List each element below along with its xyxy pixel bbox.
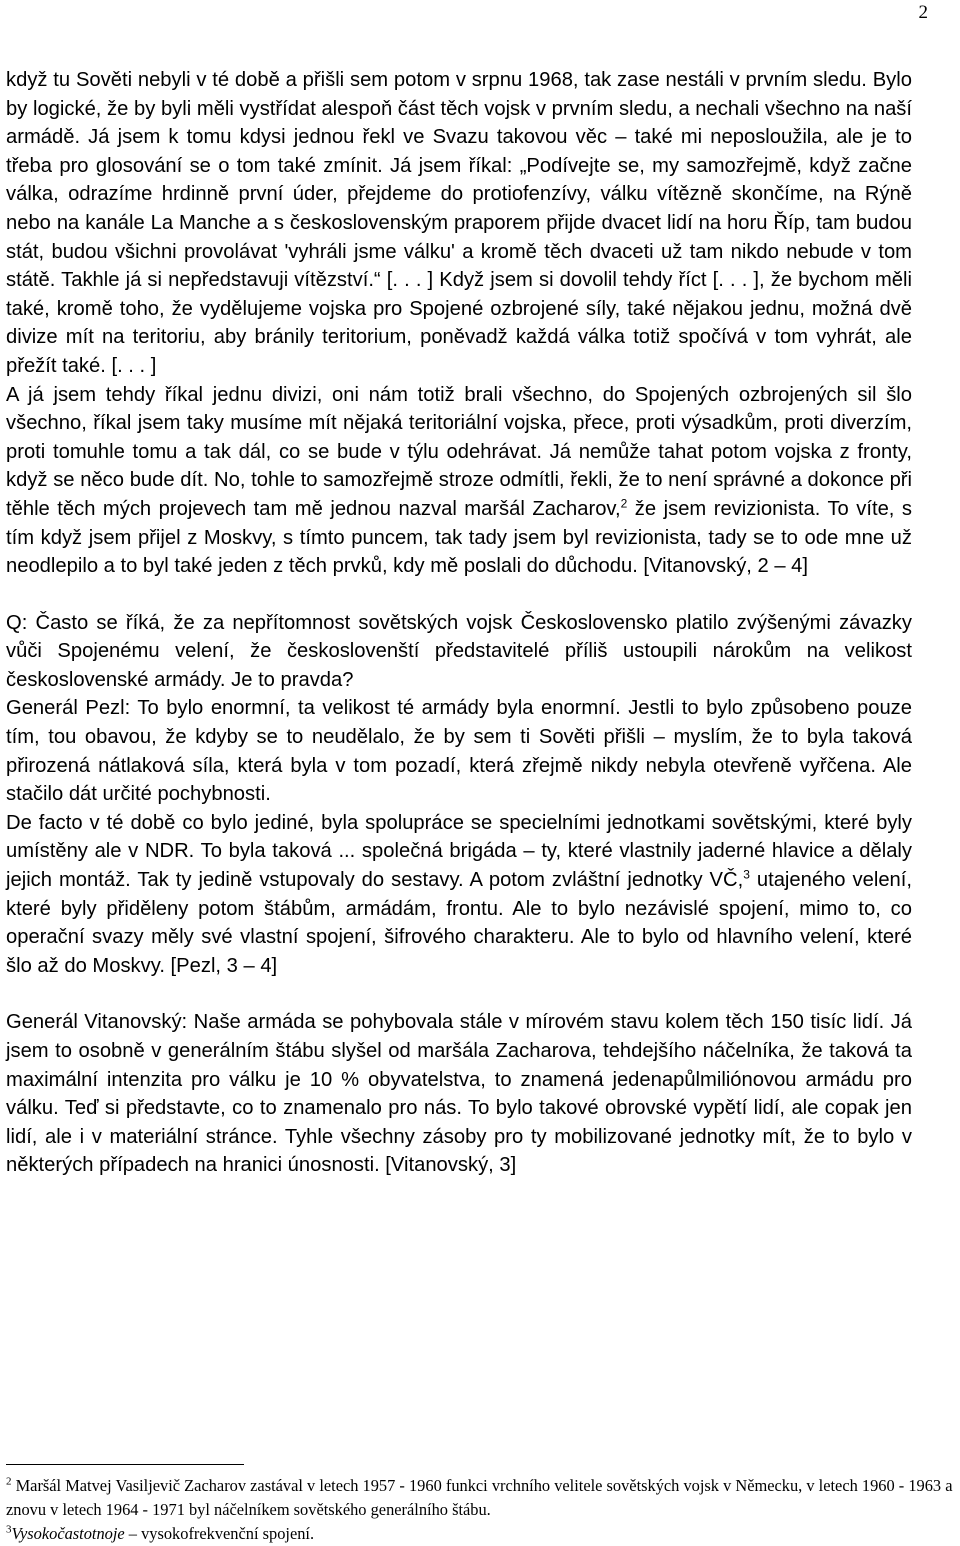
paragraph-text: Generál Pezl: To bylo enormní, ta velikost té armády byla enormní. Jestli to bylo způsobeno pouze tím, tou obavou, že kdyby se to neudělalo, že by sem ti Sověti přišli – myslím, že to byla taková přirozená nátlaková síla, která byla v tom pozadí, která zřejmě nikdy nebyla otevřeně vyřčena. Ale stačilo dát určité pochybnosti. bbox=[6, 697, 912, 806]
paragraph bbox=[6, 694, 912, 808]
footnote bbox=[6, 1522, 960, 1546]
paragraph bbox=[6, 609, 912, 695]
paragraph-text: De facto v té době co bylo jediné, byla spolupráce se specielními jednotkami sovětskými, které byly umístěny ale v NDR. To byla taková ... společná brigáda – ty, které vlastnily jaderné hlavice a dělaly jejich montáž. Tak ty jedině vstupovaly do sestavy. A potom zvláštní jednotky VČ, bbox=[6, 811, 912, 892]
footnote bbox=[6, 1474, 960, 1522]
paragraph-gap bbox=[6, 581, 912, 609]
paragraph bbox=[6, 381, 912, 581]
footnote-ref[interactable]: 2 bbox=[620, 496, 628, 511]
paragraph-text: A já jsem tehdy říkal jednu divizi, oni nám totiž brali všechno, do Spojených ozbrojených sil šlo všechno, říkal jsem taky musíme mít nějaká teritoriální vojska, přece, proti výsadkům, proti diverzím, proti tomuhle tomu a tak dál, co se bude v týlu odehrávat. Já nemůže tahat potom vojska z fronty, když se něco bude dít. No, tohle to samozřejmě stroze odmítli, řekli, že to není správné a dokonce při těhle těch mých projevech tam mě jednou nazval maršál Zacharov, bbox=[6, 383, 912, 520]
paragraph bbox=[6, 66, 912, 381]
footnote-text: Maršál Matvej Vasiljevič Zacharov zastával v letech 1957 - 1960 funkci vrchního velitele sovětských vojsk v Německu, v letech 1960 - 1963 a znovu v letech 1964 - 1971 byl náčelníkem sovětského generálního štábu. bbox=[6, 1476, 953, 1519]
question-text: Q: Často se říká, že za nepřítomnost sovětských vojsk Československo platilo zvýšenými závazky vůči Spojenému velení, že českoslovenští představitelé příliš ustoupili nárokům na velikost československé armády. Je to pravda? bbox=[6, 611, 912, 691]
footnote-ref[interactable]: 3 bbox=[743, 867, 750, 882]
footnote-mark: 3 bbox=[6, 1523, 12, 1536]
paragraph-gap bbox=[6, 980, 912, 1008]
paragraph-text: když tu Sověti nebyli v té době a přišli sem potom v srpnu 1968, tak zase nestáli v prvním sledu. Bylo by logické, že by byli měli vystřídat alespoň část těch vojsk v prvním sledu, a nechali všechno na naší armádě. Já jsem k tomu kdysi jednou řekl ve Svazu takovou věc – také mi neposloužila, ale je to třeba pro glosování se o tom také zmínit. Já jsem říkal: „Podívejte se, my samozřejmě, když začne válka, odrazíme hrdinně první úder, přejdeme do protiofenzívy, válku vítězně skončíme, na Rýně nebo na kanále La Manche a s československým praporem přijde dvacet lidí na horu Říp, tam budou stát, budou všichni provolávat 'vyhráli jsme válku' a kromě těch dvaceti už tam nikdo nebude v tom státě. Takhle já si nepředstavuji vítězství.“ [. . . ] Když jsem si dovolil tehdy říct [. . . ], že bychom měli také, kromě toho, že vydělujeme vojska pro Spojené ozbrojené síly, také nějakou jednu, možná dvě divize mít na teritoriu, aby bránily teritorium, poněvadž každá válka totiž spočívá v tom vyhrát, ale přežít také. [. . . ] bbox=[6, 69, 912, 377]
footnote-mark: 2 bbox=[6, 1475, 12, 1488]
paragraph bbox=[6, 809, 912, 981]
main-text bbox=[6, 66, 912, 1180]
footnote-term: Vysokočastotnoje bbox=[11, 1524, 125, 1543]
footnote-text: – vysokofrekvenční spojení. bbox=[124, 1524, 315, 1543]
page-number: 2 bbox=[918, 2, 928, 23]
paragraph-text: utajeného velení, které byly přiděleny potom štábům, armádám, frontu. Ale to bylo nezávislé spojení, mimo to, co operační svazy měly své vlastní spojení, šifrového charakteru. Ale to bylo od hlavního velení, které šlo až do Moskvy. [Pezl, 3 – 4] bbox=[6, 869, 912, 977]
footnote-separator bbox=[6, 1464, 244, 1465]
paragraph-text: Generál Vitanovský: Naše armáda se pohybovala stále v mírovém stavu kolem těch 150 tisíc lidí. Já jsem to osobně v generálním štábu slyšel od maršála Zacharova, tehdejšího náčelníka, že taková ta maximální intenzita pro válku je 10 % obyvatelstva, to znamená jedenapůlmiliónovou armádu pro válku. Teď si představte, co to znamenalo pro nás. To bylo takové obrovské vypětí lidí, ale copak jen lidí, ale i v materiální stránce. Tyhle všechny zásoby pro ty mobilizované jednotky mít, že to bylo v některých případech na hranici únosnosti. [Vitanovský, 3] bbox=[6, 1011, 912, 1177]
paragraph bbox=[6, 1008, 912, 1180]
footnotes bbox=[6, 1474, 960, 1546]
paragraph-text: že jsem revizionista. To víte, s tím když jsem přijel z Moskvy, s tímto puncem, tak tady jsem byl revizionista, tady se to ode mne už neodlepilo a to byl také jeden z těch prvků, kdy mě poslali do důchodu. [Vitanovský, 2 – 4] bbox=[6, 497, 912, 578]
